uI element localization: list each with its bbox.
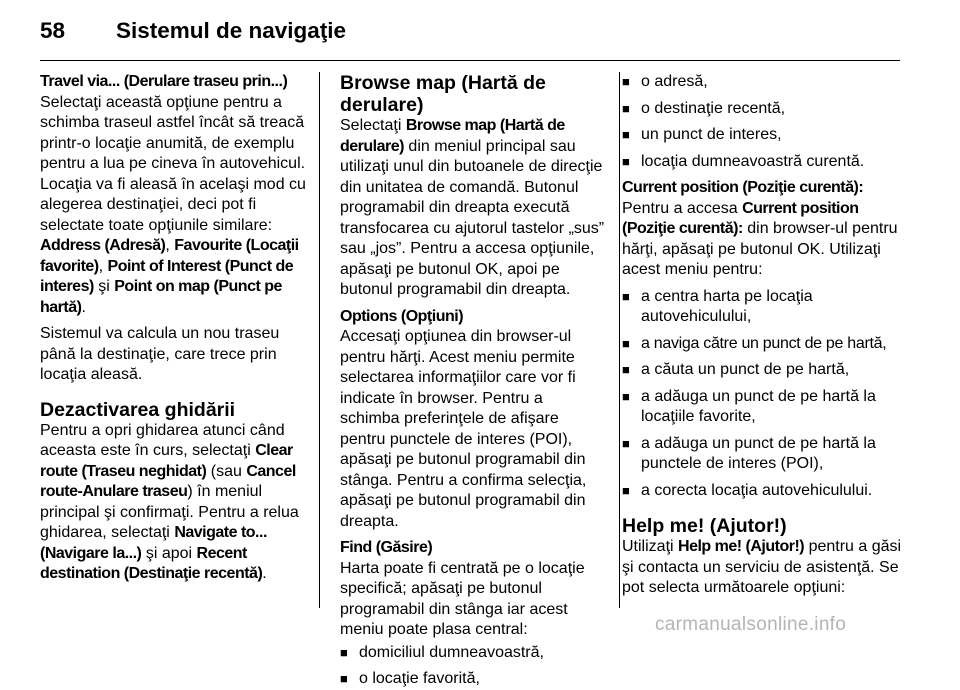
current-position-heading: Current position (Poziţie curentă): — [622, 179, 864, 196]
help-me-heading: Help me! (Ajutor!) — [622, 515, 787, 537]
deactivate-guidance-heading: Dezactivarea ghidării — [40, 398, 236, 421]
header-rule — [40, 60, 900, 61]
watermark: carmanualsonline.info — [655, 614, 847, 635]
help-me-text: Utilizaţi Help me! (Ajutor!) pentru a găsi şi contacta un serviciu de asistenţă. Se pot selecta următoarele opţiuni: — [622, 538, 902, 596]
list-item: ■ un punct de interes, — [622, 125, 904, 146]
options-text: Accesaţi opţiunea din browser-ul pentru hărţi. Acest meniu permite selectarea informaţiilor care vor fi indicate în browser. Pentru a schimba preferinţele de afişare pentru punctele de interes (POI), apăsaţi pe butonul programabil din stânga. Pentru a confirma selecţia, apăsaţi pe butonul programabil din dreapta. — [340, 328, 587, 530]
list-item: ■ a centra harta pe locaţia autovehiculului, — [622, 287, 904, 328]
browse-map-heading: Browse map (Hartă de derulare) — [340, 72, 546, 116]
list-item: ■ a naviga către un punct de pe hartă, — [622, 334, 904, 355]
options-heading: Options (Opţiuni) — [340, 307, 464, 325]
travel-via-text: Selectaţi această opţiune pentru a schimba traseul astfel încât să treacă printr-o locaţie anumită, de exemplu pentru a lua pe cineva în autovehicul. Locaţia va fi aleasă în acelaşi mod cu alegerea destinaţiei, deci pot fi selectate toate opţiunile similare: Address (Adresă), Favourite (Locaţii favorite), Point of Interest (Punct de interes) şi Point on map (Punct pe hartă). — [40, 93, 306, 316]
deactivate-guidance-text: Pentru a opri ghidarea atunci când aceasta este în curs, selectaţi Clear route (Traseu neghidat) (sau Cancel route-Anulare traseu) în meniul principal şi confirmaţi. Pentru a relua ghidarea, selectaţi Navigate to... (Navigare la...) şi apoi Recent destination (Destinaţie recentă). — [40, 421, 299, 582]
column-divider-2 — [619, 72, 620, 608]
find-heading: Find (Găsire) — [340, 539, 433, 556]
find-list-continued — [622, 72, 904, 172]
list-item: ■ o adresă, — [622, 72, 904, 93]
find-list — [340, 643, 605, 690]
current-position-list — [622, 287, 904, 502]
browse-map-text: Selectaţi Browse map (Hartă de derulare) din meniul principal sau utilizaţi unul din butoanele de direcţie din unitatea de comandă. Butonul programabil din dreapta execută transfocarea cu ajutorul tastelor „sus” sau „jos”. Pentru a accesa opţiunile, apăsaţi pe butonul OK, apoi pe butonul programabil din dreapta. — [340, 117, 605, 298]
list-item: ■ locaţia dumneavoastră curentă. — [622, 152, 904, 173]
column-3 — [622, 72, 904, 599]
page-header — [40, 18, 346, 44]
list-item: ■ a căuta un punct de pe hartă, — [622, 360, 904, 381]
list-item: ■ a adăuga un punct de pe hartă la punctele de interes (POI), — [622, 434, 904, 475]
current-position-text: Pentru a accesa Current position (Poziţie curentă): din browser-ul pentru hărţi, apăsaţi pe butonul OK. Utilizaţi acest meniu pentru: — [622, 199, 898, 278]
list-item: ■ o destinaţie recentă, — [622, 99, 904, 120]
column-divider-1 — [319, 72, 320, 608]
page-number: 58 — [40, 18, 66, 43]
page-title: Sistemul de navigaţie — [116, 18, 347, 43]
list-item: ■ o locaţie favorită, — [340, 669, 605, 690]
column-1 — [40, 72, 312, 585]
find-text: Harta poate fi centrată pe o locaţie specifică; apăsaţi pe butonul programabil din stânga iar acest meniu poate plasa central: — [340, 559, 585, 638]
list-item: ■ a adăuga un punct de pe hartă la locaţiile favorite, — [622, 387, 904, 428]
travel-via-heading: Travel via... (Derulare traseu prin...) — [40, 73, 288, 90]
list-item: ■ a corecta locaţia autovehiculului. — [622, 481, 904, 502]
list-item: ■ domiciliul dumneavoastră, — [340, 643, 605, 664]
recalculate-text: Sistemul va calcula un nou traseu până la destinaţie, care trece prin locaţia aleasă. — [40, 325, 280, 383]
column-2 — [340, 72, 605, 690]
